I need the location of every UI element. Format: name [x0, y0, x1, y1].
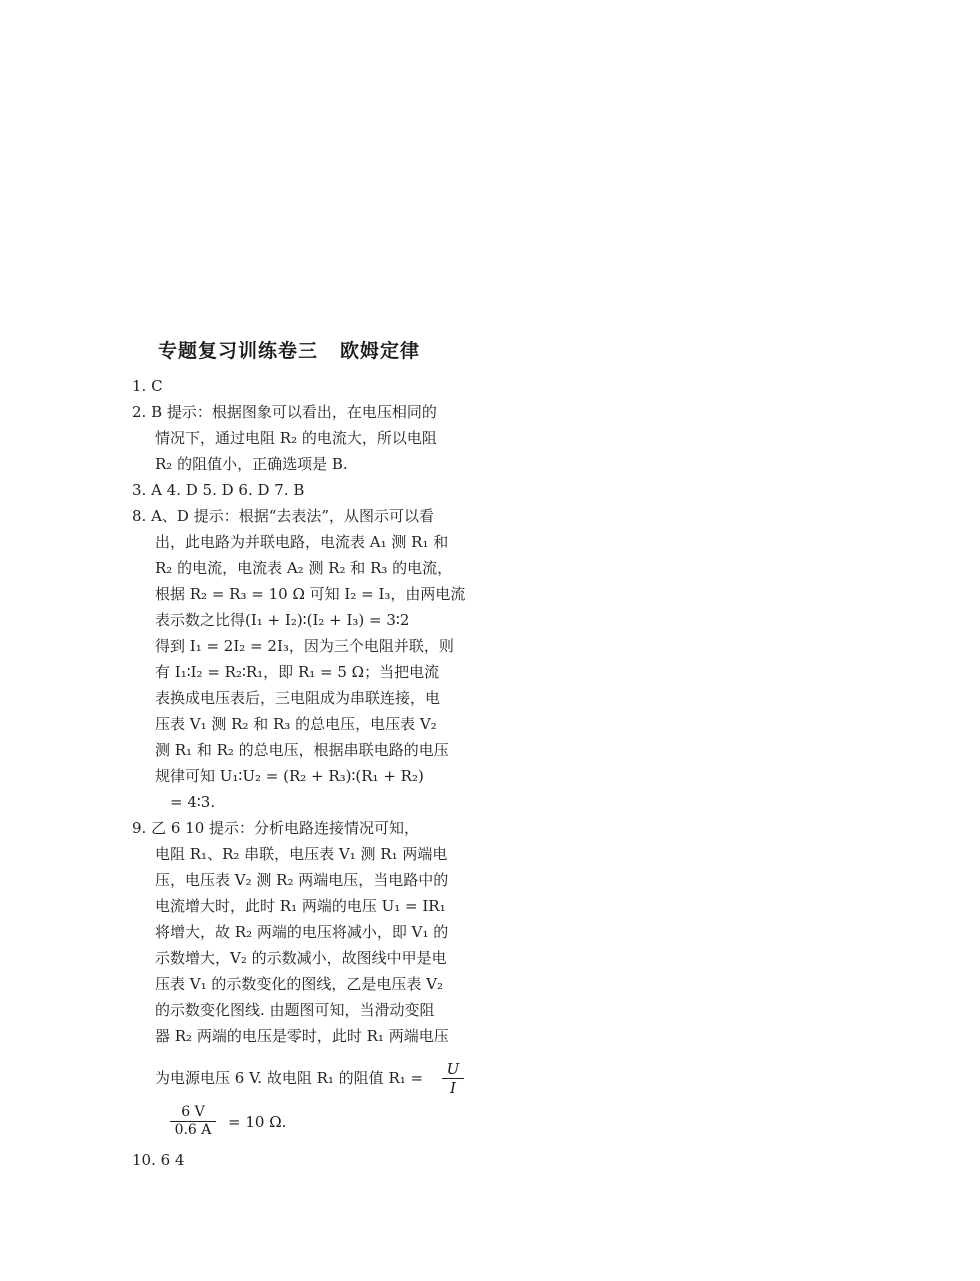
answer-line-2-cont: R₂ 的阻值小，正确选项是 B.: [155, 455, 348, 473]
answer-line-8-cont: R₂ 的电流，电流表 A₂ 测 R₂ 和 R₃ 的电流，: [155, 559, 453, 577]
answer-line-2-cont: 情况下，通过电阻 R₂ 的电流大，所以电阻: [155, 429, 437, 447]
section-title-main: 专题复习训练卷三: [158, 340, 319, 362]
answer-line-8-cont: 表换成电压表后，三电阻成为串联连接，电: [155, 689, 441, 707]
answer-line-8-cont: 规律可知 U₁∶U₂ = (R₂ + R₃)∶(R₁ + R₂): [155, 767, 424, 785]
answer-line-8-cont: 表示数之比得(I₁ + I₂)∶(I₂ + I₃) = 3∶2: [155, 611, 410, 629]
answer-line-8-cont: 出，此电路为并联电路，电流表 A₁ 测 R₁ 和: [155, 533, 449, 551]
answer-line-3-7: 3. A 4. D 5. D 6. D 7. B: [132, 481, 305, 499]
section-title-topic: 欧姆定律: [340, 340, 421, 362]
fraction-u-over-i: [442, 1060, 464, 1097]
fraction-denominator: 0.6 A: [174, 1122, 212, 1138]
fraction-numerator: 6 V: [181, 1104, 205, 1120]
answer-line-9-cont: 电阻 R₁、R₂ 串联，电压表 V₁ 测 R₁ 两端电: [155, 845, 448, 863]
answer-line-9-cont: 为电源电压 6 V. 故电阻 R₁ 的阻值 R₁ =: [155, 1069, 424, 1087]
fraction-denominator: I: [450, 1079, 456, 1097]
answer-line-9-cont: 器 R₂ 两端的电压是零时，此时 R₁ 两端电压: [155, 1027, 449, 1045]
answer-line-1: 1. C: [132, 377, 163, 395]
answer-line-8: 8. A、D 提示：根据“去表法”，从图示可以看: [132, 507, 435, 525]
answer-line-9-cont: 压表 V₁ 的示数变化的图线，乙是电压表 V₂: [155, 975, 443, 993]
answer-line-9-cont: 的示数变化图线. 由题图可知，当滑动变阻: [155, 1001, 435, 1019]
answer-line-8-cont: 根据 R₂ = R₃ = 10 Ω 可知 I₂ = I₃，由两电流: [155, 585, 466, 603]
answer-line-9-cont: 电流增大时，此时 R₁ 两端的电压 U₁ = IR₁: [155, 897, 446, 915]
answer-line-2: 2. B 提示：根据图象可以看出，在电压相同的: [132, 403, 437, 421]
answer-line-9-cont: 压，电压表 V₂ 测 R₂ 两端电压，当电路中的: [155, 871, 449, 889]
answer-line-9-cont: 将增大，故 R₂ 两端的电压将减小，即 V₁ 的: [155, 923, 449, 941]
answer-line-8-cont: = 4∶3.: [170, 793, 216, 811]
answer-line-8-cont: 有 I₁∶I₂ = R₂∶R₁，即 R₁ = 5 Ω；当把电流: [155, 663, 440, 681]
answer-line-8-cont: 得到 I₁ = 2I₂ = 2I₃，因为三个电阻并联，则: [155, 637, 454, 655]
section-title: [158, 336, 420, 363]
answer-line-10: 10. 6 4: [132, 1151, 185, 1169]
answer-line-9: 9. 乙 6 10 提示：分析电路连接情况可知，: [132, 819, 420, 837]
answer-line-8-cont: 测 R₁ 和 R₂ 的总电压，根据串联电路的电压: [155, 741, 449, 759]
answer-line-8-cont: 压表 V₁ 测 R₂ 和 R₃ 的总电压，电压表 V₂: [155, 715, 437, 733]
answer-line-9-cont: 示数增大，V₂ 的示数减小，故图线中甲是电: [155, 949, 447, 967]
fraction-result: = 10 Ω.: [228, 1113, 287, 1131]
fraction-voltage-over-current: [170, 1104, 216, 1139]
fraction-numerator: U: [446, 1060, 460, 1078]
